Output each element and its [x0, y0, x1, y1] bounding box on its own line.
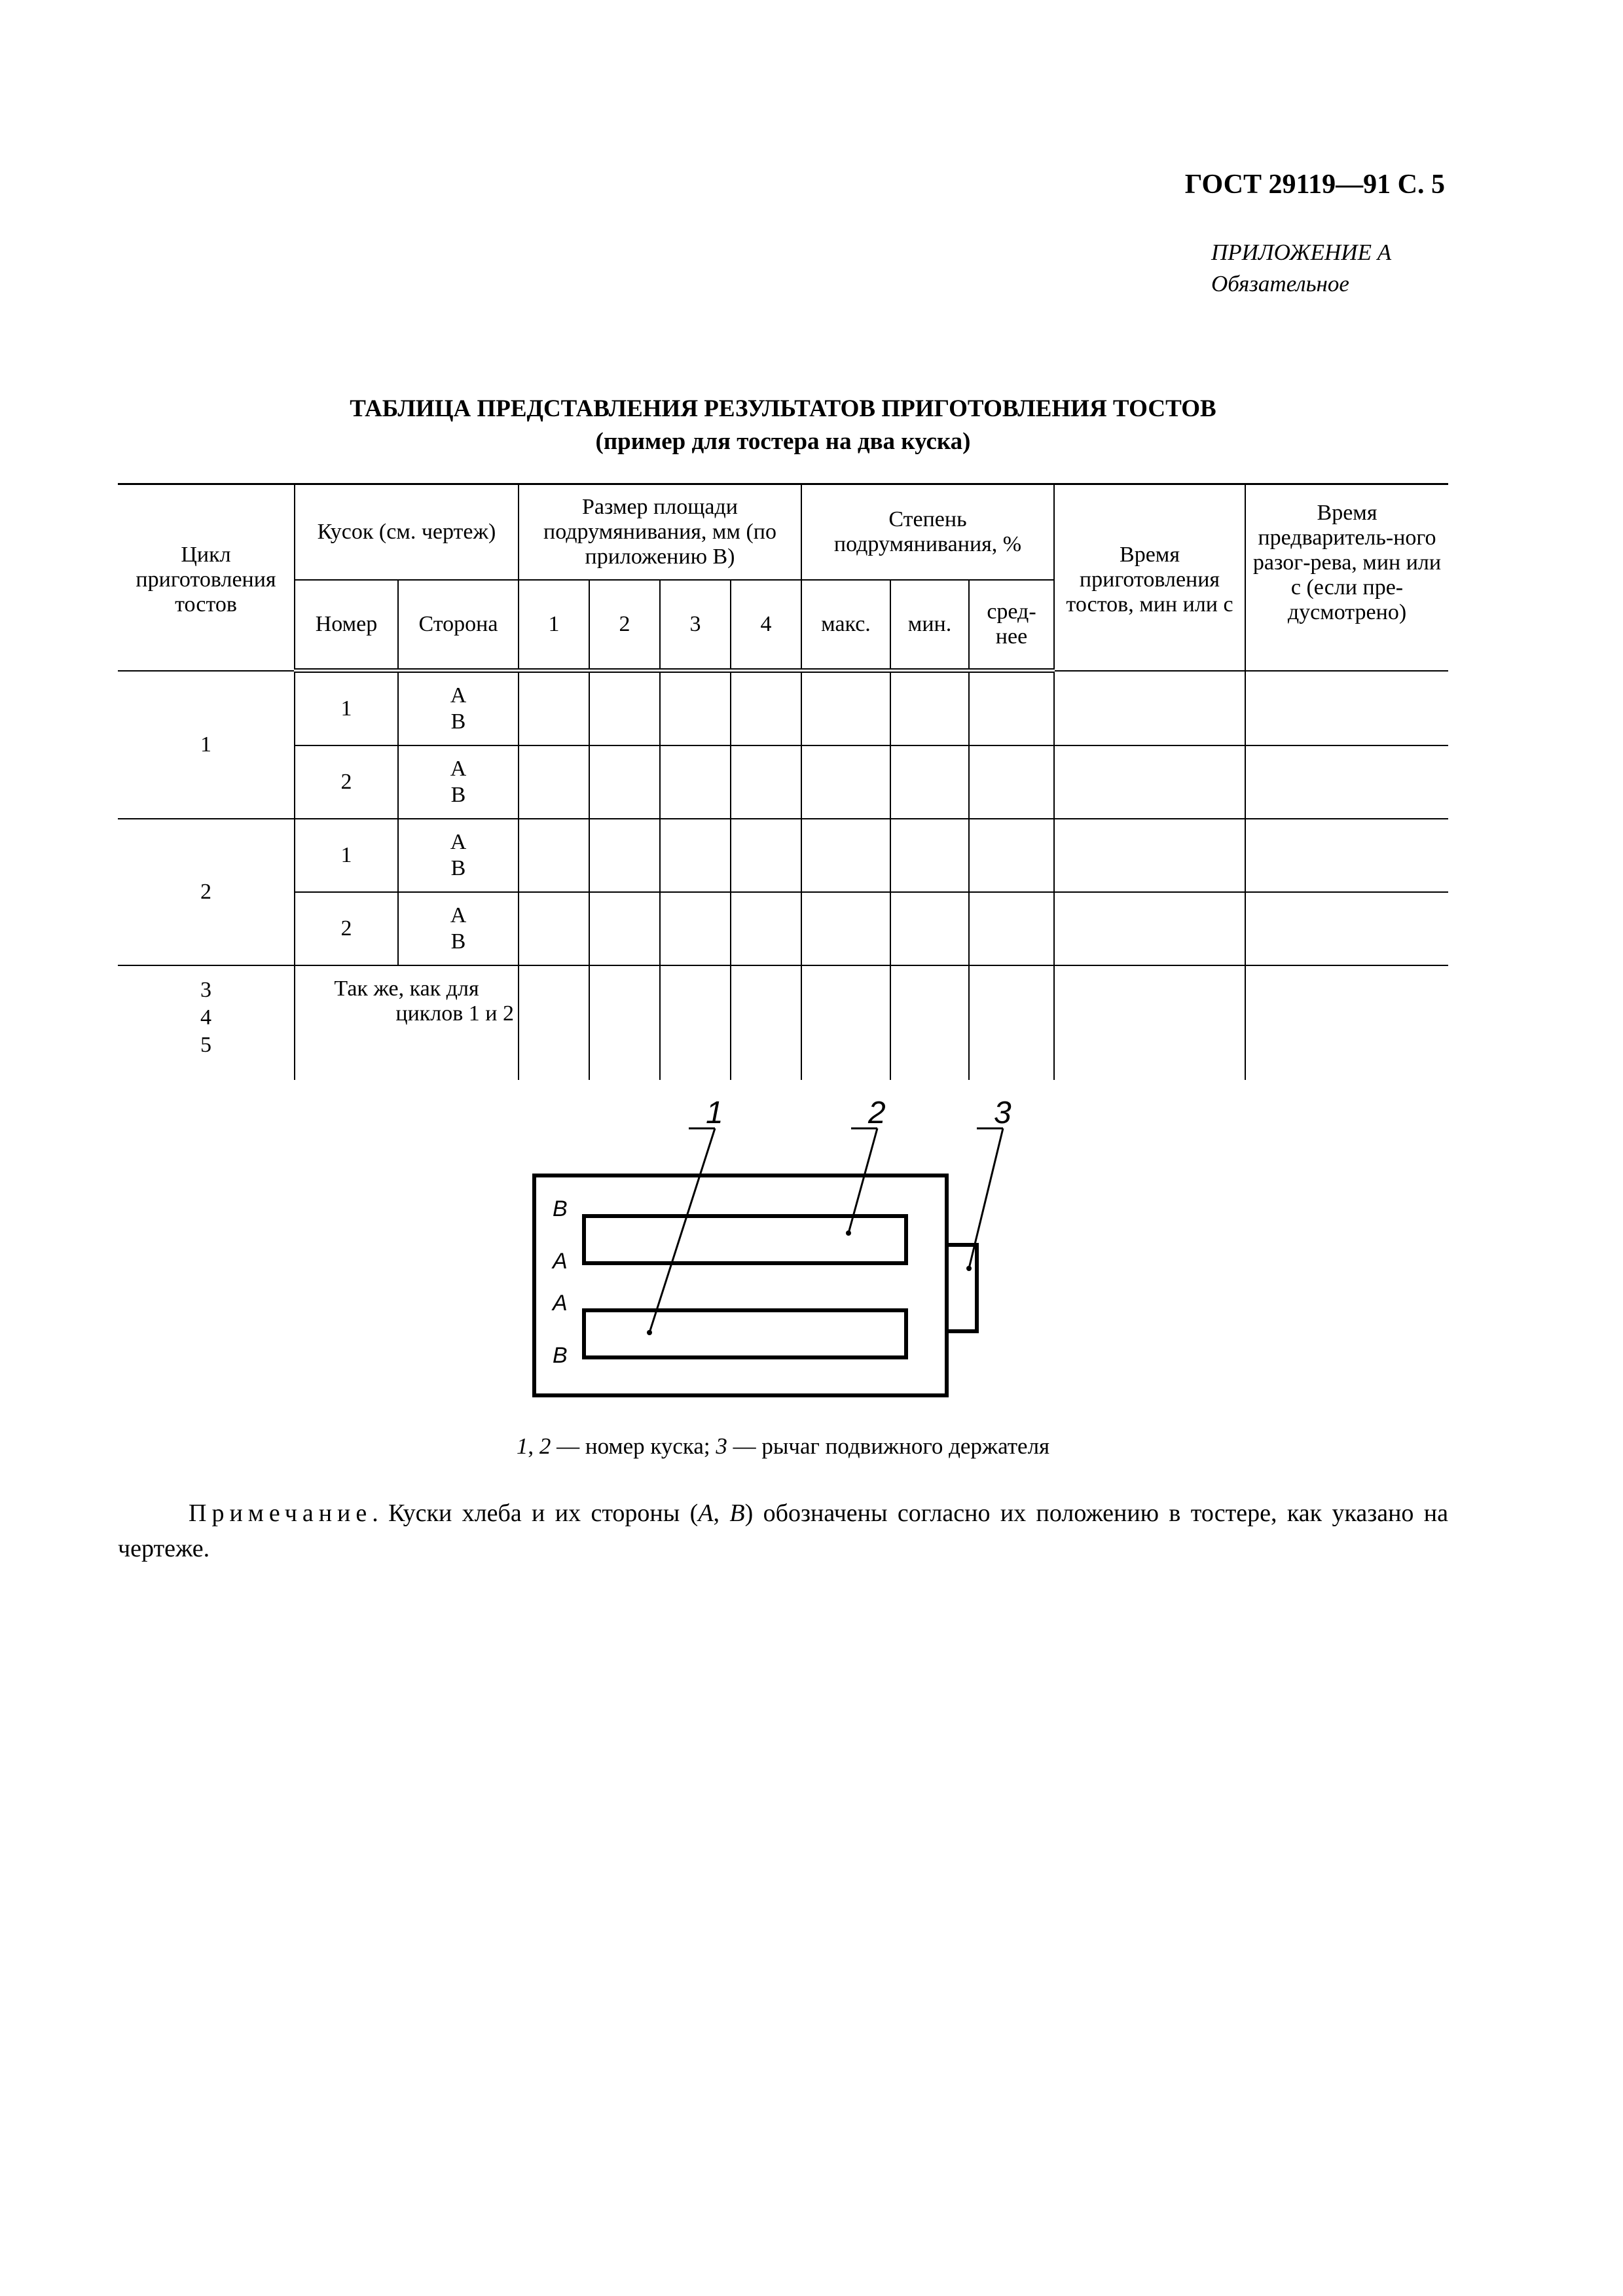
table-row [118, 819, 1448, 892]
empty-cell [519, 819, 589, 892]
note-side-a: А [698, 1499, 714, 1527]
header-degree-avg: сред-нее [969, 580, 1054, 671]
side-a: А [450, 683, 467, 708]
cycle-cell: 1 [118, 671, 295, 819]
caption-num-2: 2 [539, 1433, 551, 1459]
empty-cell [1054, 745, 1245, 819]
callout-3: 3 [994, 1100, 1012, 1130]
empty-cell [589, 819, 660, 892]
side-a: А [450, 903, 467, 927]
empty-cell [589, 745, 660, 819]
empty-cell [1245, 819, 1448, 892]
empty-cell [519, 745, 589, 819]
empty-cell [890, 745, 969, 819]
appendix-status: Обязательное [1211, 271, 1349, 296]
empty-cell [660, 819, 731, 892]
empty-cell [731, 819, 801, 892]
leader-dot-3 [966, 1266, 972, 1271]
empty-cell [660, 745, 731, 819]
side-cell [398, 819, 519, 892]
empty-cell [731, 892, 801, 965]
table-row [118, 892, 1448, 965]
slice-number-cell: 1 [295, 819, 398, 892]
empty-cell [589, 965, 660, 1080]
table-row [118, 965, 1448, 1080]
toaster-body [534, 1175, 947, 1395]
slot-2 [584, 1310, 906, 1357]
header-area: Размер площади подрумянивания, мм (по приложению В) [519, 484, 801, 581]
empty-cell [801, 965, 890, 1080]
empty-cell [731, 745, 801, 819]
cycle-cell: 2 [118, 819, 295, 965]
header-area-3: 3 [660, 580, 731, 671]
caption-num-3: 3 [716, 1433, 727, 1459]
side-b: В [450, 783, 466, 807]
side-label-b-bottom: B [553, 1343, 568, 1368]
table-title [0, 393, 1566, 458]
empty-cell [890, 965, 969, 1080]
leader-dot-1 [647, 1330, 652, 1335]
empty-cell [1245, 745, 1448, 819]
header-area-4: 4 [731, 580, 801, 671]
empty-cell [1245, 671, 1448, 746]
slice-number-cell: 2 [295, 745, 398, 819]
empty-cell [969, 892, 1054, 965]
empty-cell [1054, 965, 1245, 1080]
header-degree-max: макс. [801, 580, 890, 671]
header-time: Время приготовления тостов, мин или с [1054, 484, 1245, 671]
side-b: В [450, 856, 466, 880]
note-paragraph [118, 1496, 1448, 1566]
empty-cell [589, 892, 660, 965]
empty-cell [801, 819, 890, 892]
leader-dot-2 [846, 1230, 851, 1236]
empty-cell [801, 671, 890, 746]
empty-cell [660, 671, 731, 746]
leader-line-1 [649, 1128, 715, 1333]
cycle-number: 3 [200, 978, 211, 1002]
empty-cell [969, 965, 1054, 1080]
caption-text-2: — рычаг подвижного держателя [727, 1433, 1050, 1459]
header-side: Сторона [398, 580, 519, 671]
empty-cell [969, 819, 1054, 892]
slice-number-cell: 1 [295, 671, 398, 746]
empty-cell [969, 745, 1054, 819]
results-table [118, 483, 1448, 1080]
table-title-main: ТАБЛИЦА ПРЕДСТАВЛЕНИЯ РЕЗУЛЬТАТОВ ПРИГОТОВЛЕНИЯ ТОСТОВ [350, 395, 1216, 422]
document-designation: ГОСТ 29119—91 С. 5 [1184, 170, 1445, 200]
cycle-cell [118, 965, 295, 1080]
empty-cell [801, 745, 890, 819]
table-title-sub: (пример для тостера на два куска) [595, 428, 971, 455]
side-cell [398, 671, 519, 746]
empty-cell [731, 671, 801, 746]
side-a: А [450, 757, 467, 781]
empty-cell [519, 892, 589, 965]
side-label-a-top: A [553, 1249, 568, 1274]
empty-cell [660, 892, 731, 965]
header-area-1: 1 [519, 580, 589, 671]
empty-cell [1245, 965, 1448, 1080]
empty-cell [589, 671, 660, 746]
empty-cell [801, 892, 890, 965]
note-text-before: . Куски хлеба и их стороны ( [372, 1499, 699, 1527]
appendix-heading [1211, 237, 1391, 300]
empty-cell [1245, 892, 1448, 965]
leader-line-3 [969, 1128, 1003, 1268]
cycle-number: 5 [200, 1033, 211, 1057]
caption-num-1: 1 [516, 1433, 528, 1459]
side-b: В [450, 709, 466, 734]
empty-cell [1054, 892, 1245, 965]
same-as-cycles-cell: Так же, как для циклов 1 и 2 [295, 965, 519, 1080]
note-label: Примечание [189, 1499, 373, 1527]
header-degree-min: мин. [890, 580, 969, 671]
header-cycle: Цикл приготовления тостов [118, 484, 295, 671]
slot-1 [584, 1216, 906, 1263]
callout-2: 2 [868, 1100, 886, 1130]
figure-caption [0, 1433, 1566, 1460]
side-b: В [450, 929, 466, 954]
cycle-number: 4 [200, 1005, 211, 1030]
empty-cell [660, 965, 731, 1080]
empty-cell [890, 819, 969, 892]
header-area-2: 2 [589, 580, 660, 671]
side-label-b-top: B [553, 1196, 568, 1221]
empty-cell [519, 671, 589, 746]
note-comma: , [713, 1499, 730, 1527]
empty-cell [1054, 671, 1245, 746]
slice-number-cell: 2 [295, 892, 398, 965]
header-number: Номер [295, 580, 398, 671]
side-cell [398, 745, 519, 819]
header-preheat: Время предваритель-ного разог-рева, мин или с (если пре-дусмотрено) [1245, 484, 1448, 671]
callout-1: 1 [706, 1100, 723, 1130]
empty-cell [1054, 819, 1245, 892]
header-degree: Степень подрумянивания, % [801, 484, 1054, 581]
empty-cell [731, 965, 801, 1080]
table-row [118, 745, 1448, 819]
table-row [118, 671, 1448, 746]
toaster-drawing [511, 1100, 1048, 1414]
header-slice: Кусок (см. чертеж) [295, 484, 519, 581]
empty-cell [969, 671, 1054, 746]
side-label-a-bottom: A [553, 1291, 568, 1316]
empty-cell [519, 965, 589, 1080]
note-side-b: В [729, 1499, 745, 1527]
appendix-label: ПРИЛОЖЕНИЕ А [1211, 240, 1392, 265]
caption-sep: , [528, 1433, 539, 1459]
side-cell [398, 892, 519, 965]
note-text-after: ) обозначены согласно их положению в тостере, как указано на чертеже. [118, 1499, 1448, 1562]
caption-text-1: — номер куска; [551, 1433, 716, 1459]
empty-cell [890, 671, 969, 746]
empty-cell [890, 892, 969, 965]
side-a: А [450, 830, 467, 854]
